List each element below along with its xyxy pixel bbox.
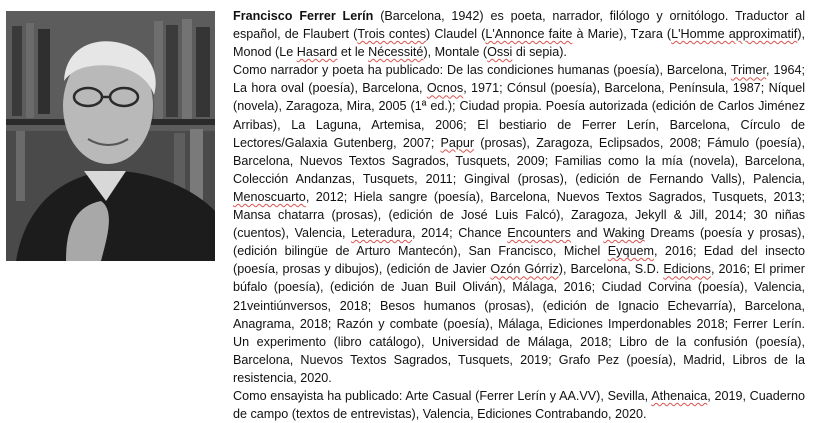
spellcheck-flagged-word: Eyquem [607, 244, 654, 259]
text-segment: (Barcelona, 1942) es poeta, narrador, filólogo y ornitólogo. Traductor al español, de Flaubert ( [233, 9, 806, 42]
text-segment: , 2012; Hiela sangre (poesía), Barcelona, Nuevos Textos Sagrados, Tusquets, 2013; Mansa chatarra (prosas), (edición de José Luis Falcó), Zaragoza, Jekyll & Jill, 2014; 30 niñas (cuentos), Valencia, [233, 189, 805, 241]
text-segment: and [570, 226, 604, 241]
spellcheck-flagged-word: Ossi [487, 45, 513, 60]
text-segment: ), Monod (Le [233, 27, 806, 60]
bio-paragraph-works [233, 61, 805, 387]
text-segment: , 1971; Cónsul (poesía), Barcelona, Península, 1987; Níquel (novela), Zaragoza, Mira, 2005 (1ª ed.); Ciudad propia. Poesía autorizada (edición de Carlos Jiménez Arribas), La Laguna, Artemisa, 2006; El bestiario de Ferrer Lerín, Barcelona, Círculo de Lectores/Galaxia Gutenberg, 2007; [233, 81, 806, 150]
text-segment: ), Montale ( [423, 45, 488, 60]
text-segment: (prosas), Zaragoza, Eclipsados, 2008; Fámulo (poesía), Barcelona, Nuevos Textos Sagrados, Tusquets, 2009; Familias como la mía (novela), Barcelona, Colección Andanzas, Tusquets, 2011; Gingival (prosas), (edición de Fernando Valls), Palencia, [233, 135, 805, 186]
spellcheck-flagged-word: Trois contes [357, 27, 427, 42]
spellcheck-flagged-word: Waking [603, 226, 645, 241]
portrait-illustration [6, 11, 215, 261]
text-segment: Como narrador y poeta ha publicado: De las condiciones humanas (poesía), Barcelona, [233, 63, 731, 78]
biography-text [233, 7, 805, 423]
bio-paragraph-essays [233, 387, 805, 423]
bio-paragraph-intro [233, 7, 805, 61]
spellcheck-flagged-word: Ocnos [426, 81, 464, 96]
text-segment: , 2016; Edad del insecto (poesía, prosas y dibujos), (edición de Javier [233, 244, 805, 277]
text-segment: , 1964; La hora oval (poesía), Barcelona, [233, 63, 805, 96]
spellcheck-flagged-word: Trimer [730, 63, 767, 78]
text-segment: ) Claudel ( [426, 27, 486, 42]
spellcheck-flagged-word: Leteradura [351, 226, 412, 241]
text-segment: et le [337, 45, 369, 60]
spellcheck-flagged-word: Edicions [663, 262, 711, 277]
text-segment: Dreams (poesía y prosas), (edición bilingüe de Arturo Mantecón), San Francisco, Michel [233, 226, 805, 259]
spellcheck-flagged-word: L'Homme approximatif [671, 27, 798, 42]
text-segment: ), Barcelona, S.D. [558, 262, 664, 277]
spellcheck-flagged-word: L'Annonce faite [485, 27, 573, 42]
author-name: Francisco Ferrer Lerín [233, 9, 374, 23]
spellcheck-flagged-word: Menoscuarto [233, 189, 306, 204]
text-segment: , 2016; El primer búfalo (poesía), (edición de Juan Buil Oliván), Málaga, 2016; Ciudad Corvina (poesía), Valencia, 21veintiúnversos, 2018; Besos humanos (prosas), (edición de Ignacio Echevarría), Barcelona, Anagrama, 2018; Razón y combate (poesía), Málaga, Ediciones Imperdonables 2018; Ferrer Lerín. Un experimento (libro catálogo), Universidad de Málaga, 2018; Libro de la confusión (poesía), Barcelona, Nuevos Textos Sagrados, Tusquets, 2019; Grafo Pez (poesía), Madrid, Libros de la resistencia, 2020. [233, 262, 806, 385]
text-segment: à Marie), Tzara ( [572, 27, 672, 42]
spellcheck-flagged-word: Hasard [296, 45, 338, 60]
text-segment: Como ensayista ha publicado: Arte Casual (Ferrer Lerín y AA.VV), Sevilla, [233, 388, 652, 403]
spellcheck-flagged-word: Athenaica [651, 388, 708, 403]
spellcheck-flagged-word: Papur [440, 135, 475, 150]
spellcheck-flagged-word: Encounters [507, 226, 571, 241]
spellcheck-flagged-word: Nécessité [368, 45, 424, 60]
spellcheck-flagged-word: Ozón Górriz [490, 262, 559, 277]
text-segment: , 2019, Cuaderno de campo (textos de entrevistas), Valencia, Ediciones Contrabando, 2020. [233, 388, 805, 422]
text-segment: di sepia). [512, 45, 567, 60]
author-portrait-photo [6, 11, 215, 261]
text-segment: , 2014; Chance [412, 226, 508, 241]
